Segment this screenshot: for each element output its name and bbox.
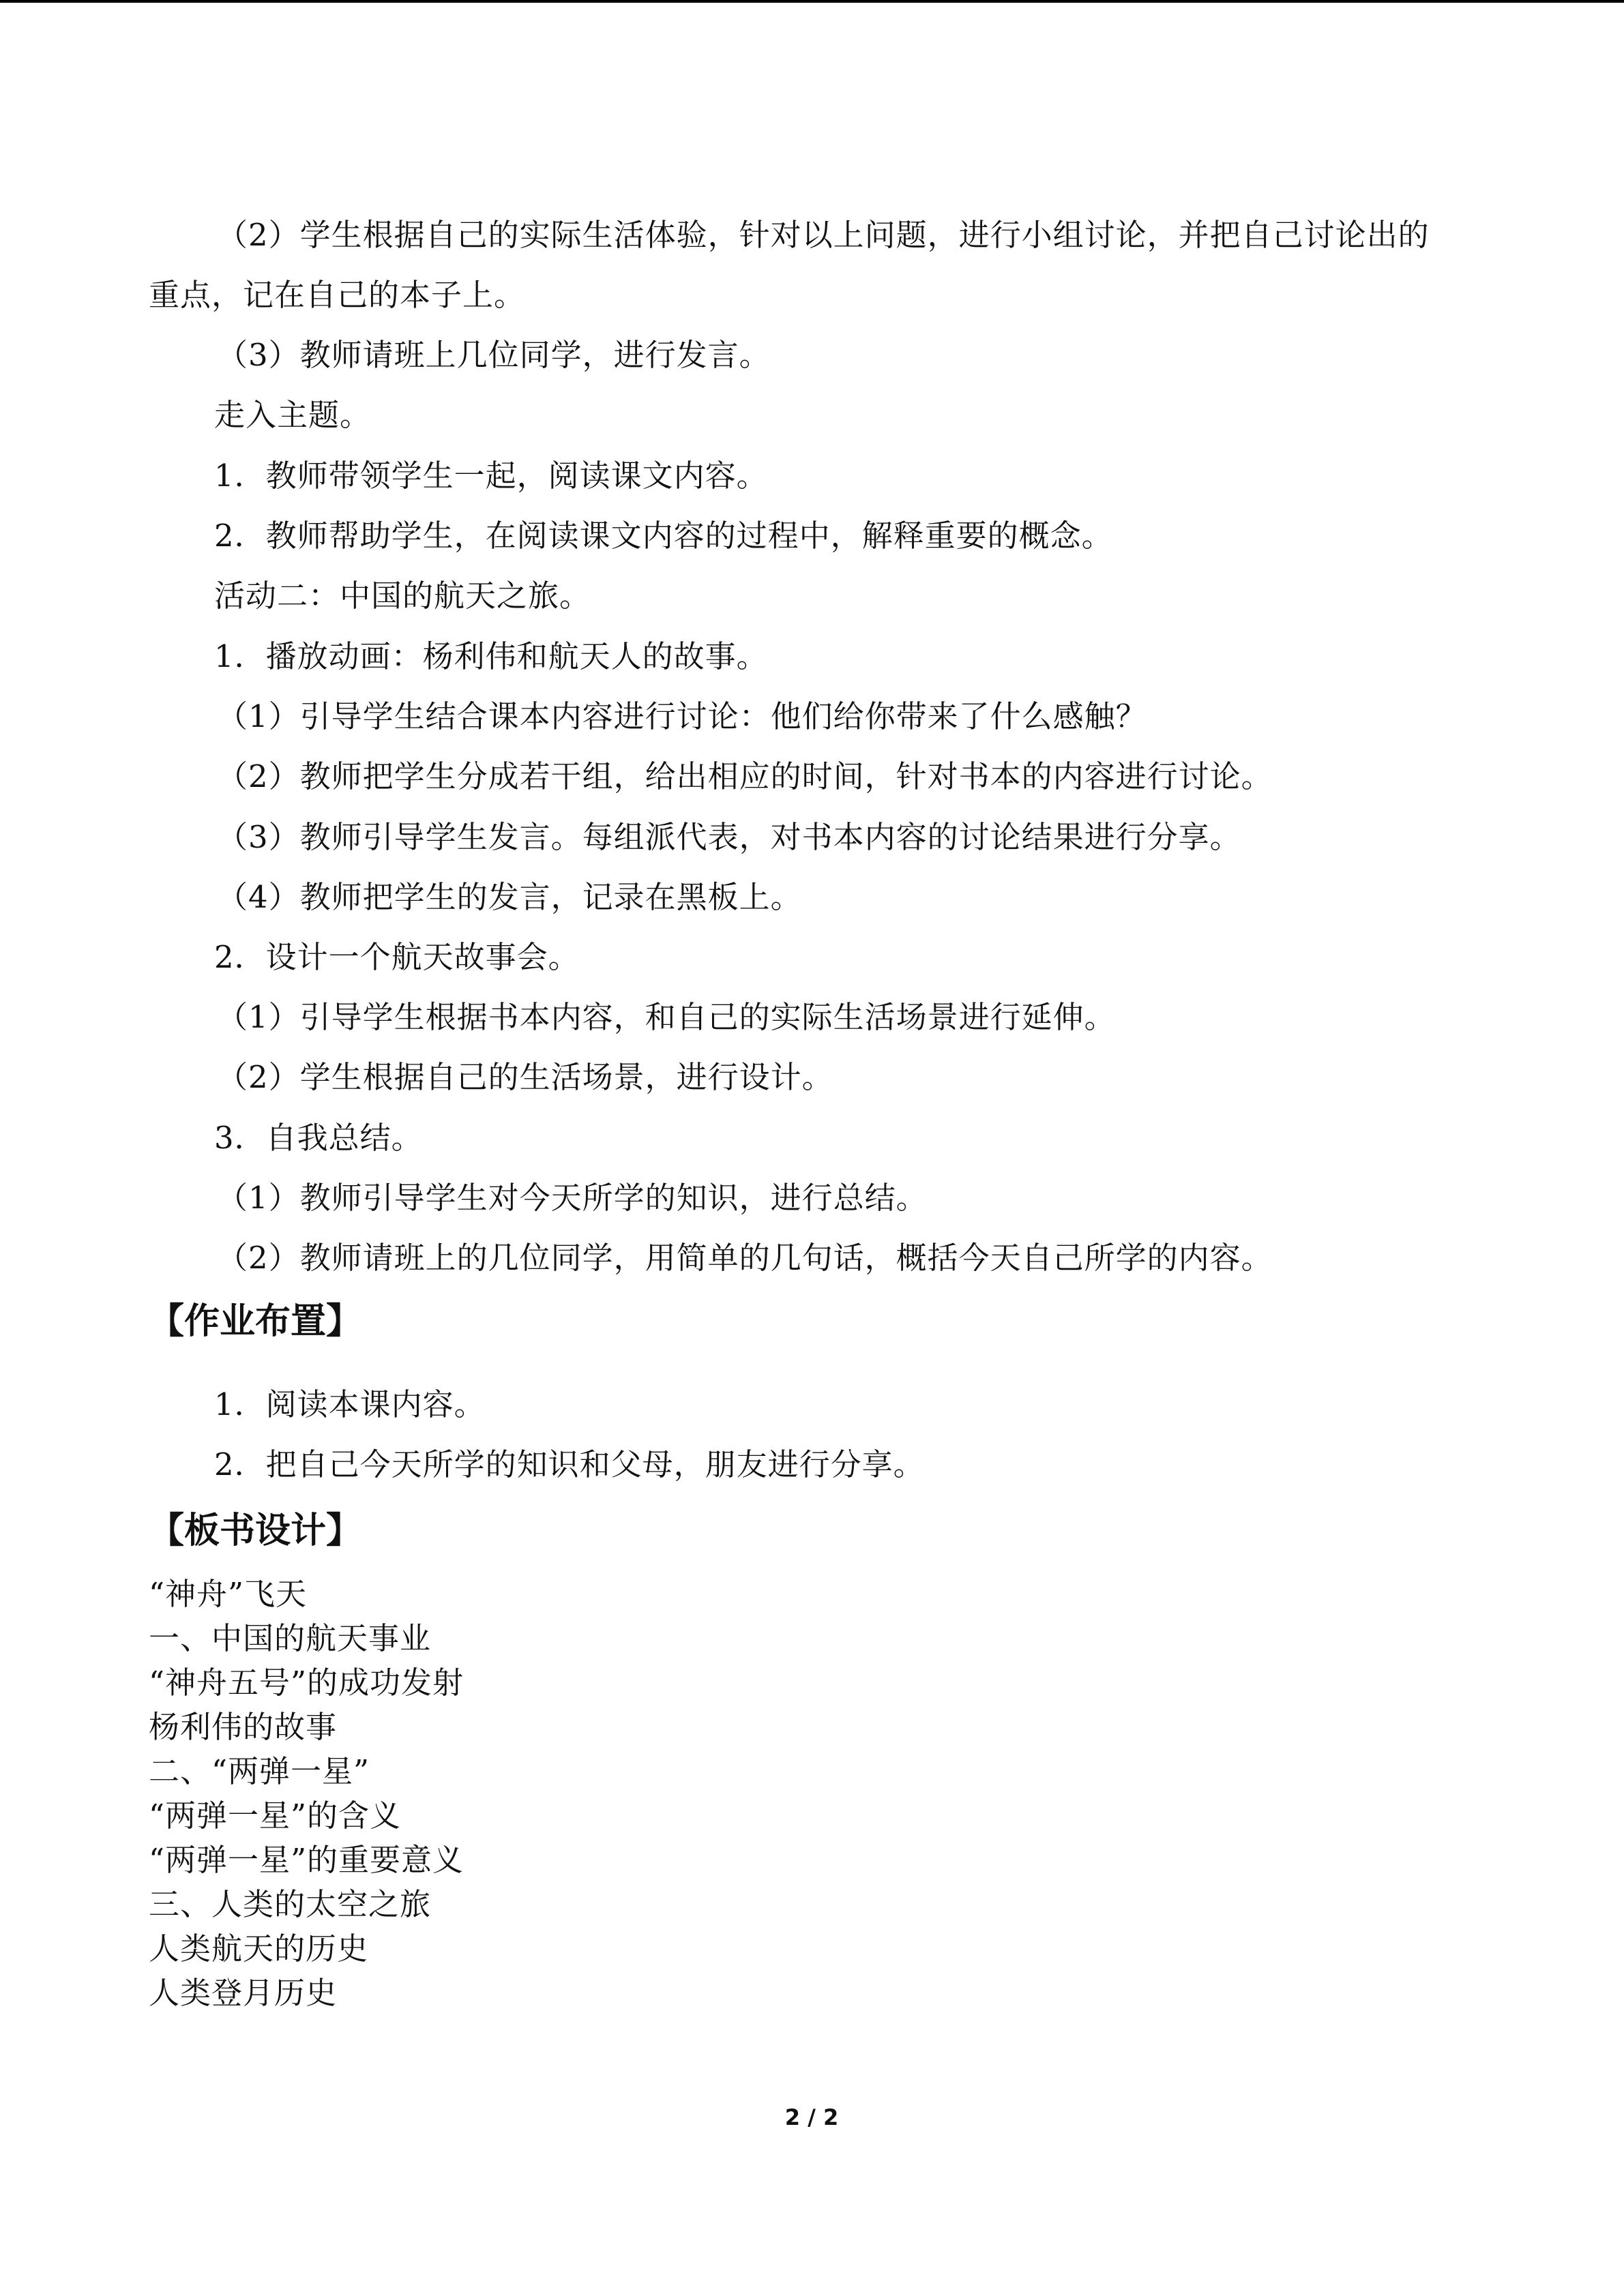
body-line: 2．设计一个航天故事会。: [214, 939, 580, 975]
body-line: （3）教师引导学生发言。每组派代表，对书本内容的讨论结果进行分享。: [217, 819, 1241, 855]
body-line: （4）教师把学生的发言，记录在黑板上。: [217, 879, 802, 915]
board-line: 人类登月历史: [149, 1975, 338, 2011]
board-line: 一、中国的航天事业: [149, 1620, 432, 1656]
top-border: [0, 0, 1624, 3]
board-line: “两弹一星”的重要意义: [149, 1842, 464, 1878]
board-line: 人类航天的历史: [149, 1930, 369, 1967]
board-line: 二、“两弹一星”: [149, 1753, 370, 1789]
board-heading: 【板书设计】: [149, 1510, 362, 1551]
board-line: “神舟五号”的成功发射: [149, 1665, 464, 1701]
body-line: 1．教师带领学生一起，阅读课文内容。: [214, 458, 768, 494]
body-line: 活动二：中国的航天之旅。: [214, 578, 591, 614]
body-line: 重点，记在自己的本子上。: [149, 277, 526, 313]
board-line: “神舟”飞天: [149, 1576, 308, 1612]
board-line: 杨利伟的故事: [149, 1709, 338, 1745]
body-line: 3．自我总结。: [214, 1120, 423, 1156]
homework-item: 1．阅读本课内容。: [214, 1386, 486, 1422]
board-line: “两弹一星”的含义: [149, 1798, 402, 1834]
body-line: 1．播放动画：杨利伟和航天人的故事。: [214, 638, 768, 674]
body-line: （2）教师把学生分成若干组，给出相应的时间，针对书本的内容进行讨论。: [217, 758, 1273, 794]
body-line: （1）教师引导学生对今天所学的知识，进行总结。: [217, 1180, 928, 1216]
homework-item: 2．把自己今天所学的知识和父母，朋友进行分享。: [214, 1446, 925, 1482]
body-line: （2）学生根据自己的实际生活体验，针对以上问题，进行小组讨论，并把自己讨论出的: [217, 217, 1430, 253]
body-line: （2）学生根据自己的生活场景，进行设计。: [217, 1059, 833, 1095]
body-line: （1）引导学生结合课本内容进行讨论：他们给你带来了什么感触？: [217, 698, 1147, 734]
body-line: 2．教师帮助学生，在阅读课文内容的过程中，解释重要的概念。: [214, 518, 1113, 554]
body-line: （1）引导学生根据书本内容，和自己的实际生活场景进行延伸。: [217, 999, 1116, 1035]
body-line: （3）教师请班上几位同学，进行发言。: [217, 337, 771, 373]
page-number: 2 / 2: [784, 2104, 839, 2130]
board-line: 三、人类的太空之旅: [149, 1886, 432, 1922]
homework-heading: 【作业布置】: [149, 1301, 362, 1342]
body-line: （2）教师请班上的几位同学，用简单的几句话，概括今天自己所学的内容。: [217, 1240, 1273, 1276]
body-line: 走入主题。: [214, 397, 372, 433]
